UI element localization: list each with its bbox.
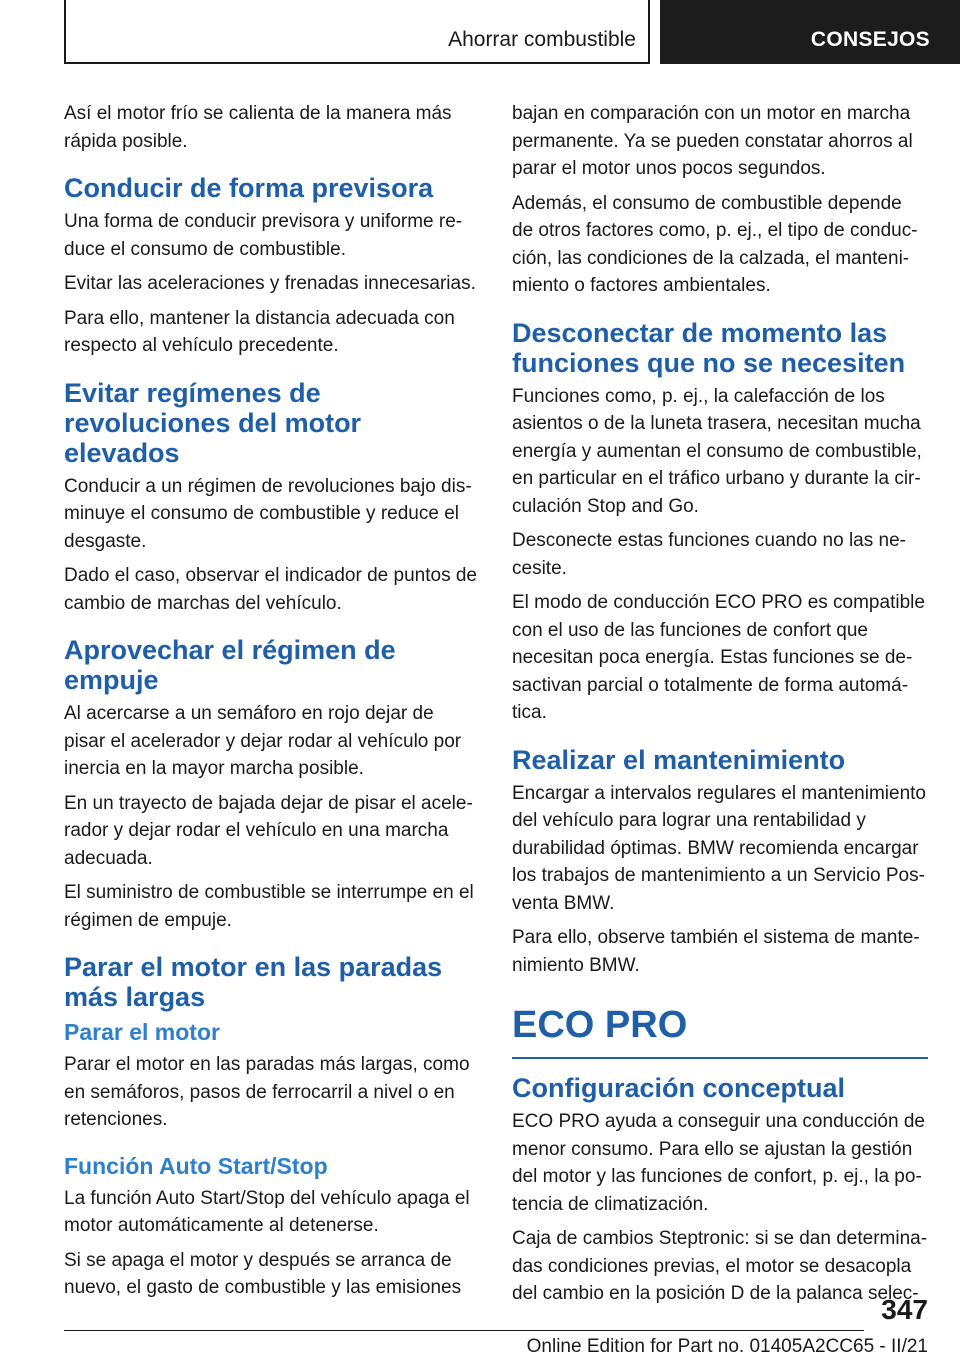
subheading-parar-motor: Parar el motor (64, 1019, 220, 1045)
paragraph-autostart-2: Si se apaga el motor y después se arranca de nuevo, el gasto de combustible y las emisiones (64, 1249, 462, 1298)
header-rule-mid (648, 0, 650, 64)
heading-configuracion: Configuración conceptual (512, 1073, 846, 1103)
paragraph-config-2: Caja de cambios Steptronic: si se dan determinadas condiciones previas, el motor se desacopla del cambio en la posición D de la palanca selec- (512, 1228, 928, 1304)
heading-conducir: Conducir de forma previsora (64, 173, 434, 203)
heading-mantenimiento: Realizar el mantenimiento (512, 744, 846, 775)
page-header (0, 0, 960, 66)
paragraph-mantenimiento-2: Para ello, observe también el sistema de mantenimiento BMW. (512, 927, 920, 976)
header-section-title: Ahorrar combustible (448, 28, 636, 51)
paragraph-intro: Así el motor frío se calienta de la manera más rápida posible. (64, 103, 452, 152)
right-column (512, 100, 928, 1315)
paragraph-empuje-3: El suministro de combustible se interrumpe en el régimen de empuje. (64, 882, 474, 931)
header-rule-left (64, 0, 66, 64)
heading-paradas: Parar el motor en las paradas más largas (64, 952, 443, 1012)
paragraph-conducir-1: Una forma de conducir previsora y uniforme reduce el consumo de combustible. (64, 211, 463, 260)
heading-desconectar: Desconectar de momento las funciones que no se necesiten (512, 317, 906, 378)
paragraph-desconectar-1: Funciones como, p. ej., la calefacción de los asientos o de la luneta trasera, necesitan mucha energía y aumentan el consumo de combustible, en particular en el tráfico urbano y durante la circulación Stop and Go. (512, 385, 922, 517)
paragraph-desconectar-3: El modo de conducción ECO PRO es compatible con el uso de las funciones de confort que necesitan poca energía. Estas funciones se desactivan parcial o totalmente de forma automática. (512, 592, 925, 723)
page-number: 347 (881, 1294, 928, 1325)
paragraph-regimenes-1: Conducir a un régimen de revoluciones bajo disminuye el consumo de combustible y reduce el desgaste. (64, 475, 472, 552)
left-column (64, 100, 480, 1309)
paragraph-config-1: ECO PRO ayuda a conseguir una conducción de menor consumo. Para ello se ajustan la gestión del motor y las funciones de confort, p. ej., la potencia de climatización. (512, 1111, 925, 1215)
subheading-autostart: Función Auto Start/Stop (64, 1152, 328, 1179)
paragraph-continued-2: Además, el consumo de combustible depende de otros factores como, p. ej., el tipo de conducción, las condiciones de la calzada, el mantenimiento o factores ambientales. (512, 192, 918, 296)
paragraph-regimenes-2: Dado el caso, observar el indicador de puntos de cambio de marchas del vehículo. (64, 565, 477, 614)
paragraph-empuje-2: En un trayecto de bajada dejar de pisar el acelerador y dejar rodar el vehículo en una marcha adecuada. (64, 792, 473, 869)
heading-regimenes: Evitar regímenes de revoluciones del motor elevados (64, 377, 362, 468)
paragraph-autostart-1: La función Auto Start/Stop del vehículo apaga el motor automáticamente al detenerse. (64, 1187, 470, 1236)
paragraph-mantenimiento-1: Encargar a intervalos regulares el mantenimiento del vehículo para lograr una rentabilidad y durabilidad óptimas. BMW recomienda encargar los trabajos de mantenimiento a un Servicio Posventa BMW. (512, 782, 926, 914)
paragraph-empuje-1: Al acercarse a un semáforo en rojo dejar de pisar el acelerador y dejar rodar al vehículo por inercia en la mayor marcha posible. (64, 703, 462, 779)
paragraph-conducir-2: Evitar las aceleraciones y frenadas innecesarias. (64, 273, 476, 294)
header-chapter-tab (660, 0, 960, 64)
paragraph-desconectar-2: Desconecte estas funciones cuando no las necesite. (512, 530, 906, 579)
header-chapter-label: CONSEJOS (810, 28, 930, 51)
paragraph-parar-motor: Parar el motor en las paradas más largas, como en semáforos, pasos de ferrocarril a nivel o en retenciones. (64, 1054, 470, 1130)
header-rule-bottom (64, 62, 650, 64)
heading-eco-pro: ECO PRO (512, 1003, 928, 1059)
heading-empuje: Aprovechar el régimen de empuje (64, 635, 396, 695)
paragraph-conducir-3: Para ello, mantener la distancia adecuada con respecto al vehículo precedente. (64, 307, 455, 356)
footer-rule (64, 1330, 864, 1331)
footer-edition-note: Online Edition for Part no. 01405A2CC65 - II/21 (526, 1336, 928, 1357)
paragraph-continued-1: bajan en comparación con un motor en marcha permanente. Ya se pueden constatar ahorros al parar el motor unos pocos segundos. (512, 103, 913, 179)
